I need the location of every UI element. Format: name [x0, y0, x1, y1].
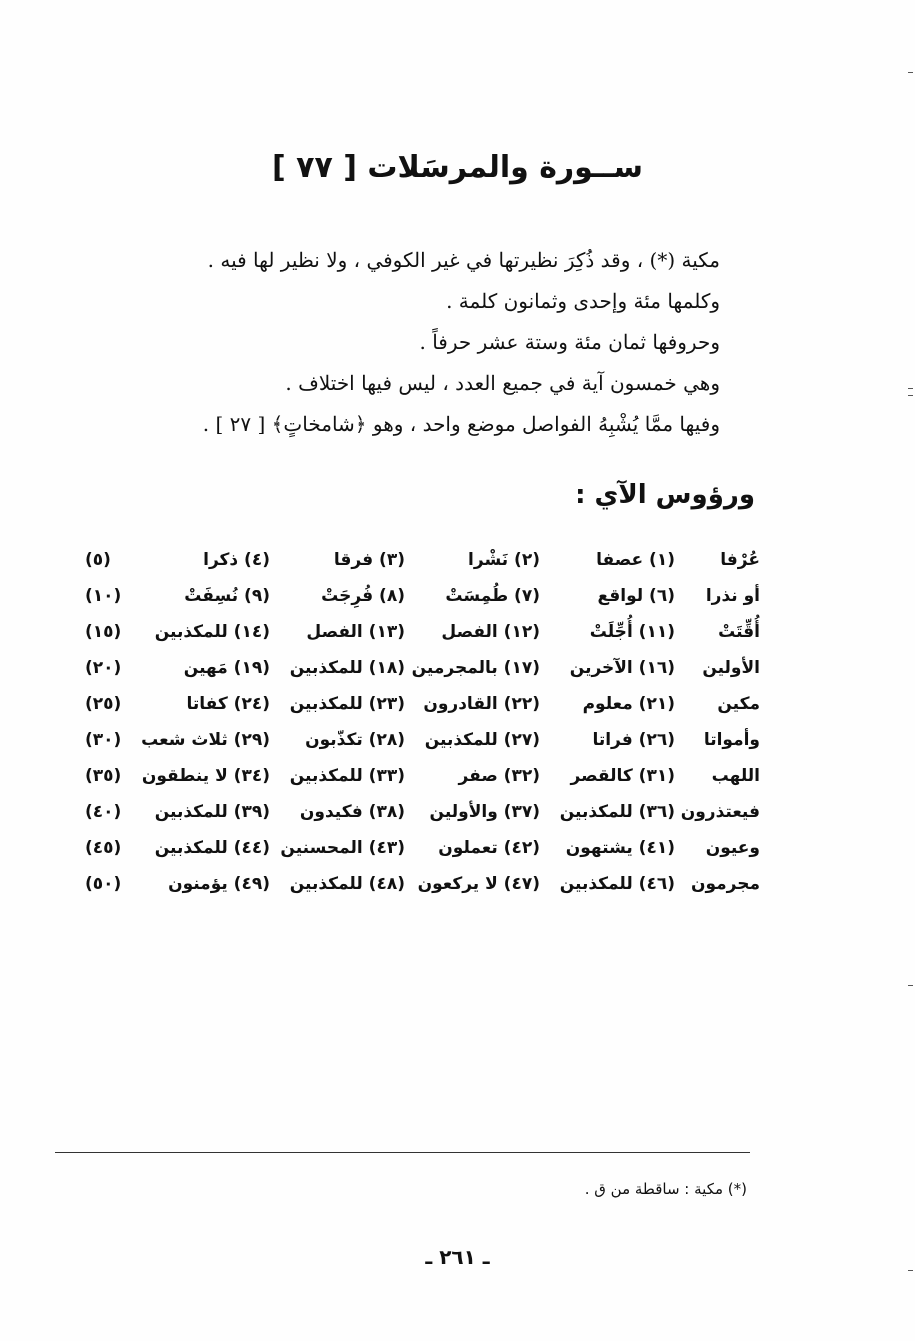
verse-cell: (٣) فرقا — [333, 550, 405, 570]
intro-line: وهي خمسون آية في جميع العدد ، ليس فيها اختلاف . — [285, 371, 720, 395]
verse-cell: (٤٧) لا يركعون — [417, 874, 540, 894]
verse-cell: (١١) أُجِّلَتْ — [589, 622, 675, 642]
verse-row-end-number: (١٥) — [85, 622, 122, 642]
verse-cell: وأمواتا — [703, 730, 760, 750]
edge-mark — [908, 395, 913, 396]
verse-row — [60, 542, 760, 578]
verse-cell: (١٦) الآخرين — [569, 658, 675, 678]
verse-cell: (٦) لواقع — [597, 586, 675, 606]
verse-cell: (٤٦) للمكذبين — [559, 874, 675, 894]
verse-row — [60, 794, 760, 830]
verse-cell: (٣٦) للمكذبين — [559, 802, 675, 822]
verse-cell: فيعتذرون — [680, 802, 760, 822]
verse-row-end-number: (٥) — [85, 550, 111, 570]
verse-heads-heading: ورؤوس الآي : — [575, 480, 755, 510]
verse-cell: (٣٣) للمكذبين — [289, 766, 405, 786]
intro-line: مكية (*) ، وقد ذُكِرَ نظيرتها في غير الكوفي ، ولا نظير لها فيه . — [207, 248, 720, 272]
verse-row-end-number: (٤٠) — [85, 802, 122, 822]
verse-cell: (٢٩) ثلاث شعب — [141, 730, 270, 750]
verse-cell: (٧) طُمِسَتْ — [445, 586, 540, 606]
verse-cell: (٤٤) للمكذبين — [154, 838, 270, 858]
verse-row — [60, 722, 760, 758]
verse-cell: (٣١) كالقصر — [570, 766, 675, 786]
verse-row-end-number: (٢٥) — [85, 694, 122, 714]
verse-cell: (٢٢) القادرون — [423, 694, 540, 714]
verse-cell: مجرمون — [690, 874, 760, 894]
verse-cell: (١٩) مَهين — [183, 658, 270, 678]
verse-cell: (٢٤) كفاتا — [186, 694, 270, 714]
verse-cell: (٢٨) تكذّبون — [305, 730, 405, 750]
edge-mark — [908, 72, 913, 73]
verse-cell: (٨) فُرِجَتْ — [321, 586, 405, 606]
verse-cell: (٤٩) يؤمنون — [168, 874, 270, 894]
verse-row — [60, 650, 760, 686]
intro-line: وكلمها مئة وإحدى وثمانون كلمة . — [446, 289, 720, 313]
footnote: (*) مكية : ساقطة من ق . — [584, 1180, 747, 1198]
verse-row-end-number: (٢٠) — [85, 658, 122, 678]
verse-cell: (٣٤) لا ينطقون — [141, 766, 270, 786]
verse-cell: (٢٣) للمكذبين — [289, 694, 405, 714]
edge-mark — [908, 1270, 913, 1271]
verse-cell: (١) عصفا — [596, 550, 675, 570]
verse-row-end-number: (٤٥) — [85, 838, 122, 858]
verse-cell: أُقِّتَتْ — [718, 622, 760, 642]
intro-line: وحروفها ثمان مئة وستة عشر حرفاً . — [419, 330, 720, 354]
verse-cell: (٢١) معلوم — [582, 694, 675, 714]
verse-cell: مكين — [717, 694, 760, 714]
verse-cell: (٢٧) للمكذبين — [424, 730, 540, 750]
verse-row — [60, 830, 760, 866]
verse-cell: (٤٨) للمكذبين — [289, 874, 405, 894]
verse-row — [60, 866, 760, 902]
verse-cell: (٤٣) المحسنين — [280, 838, 405, 858]
verse-row — [60, 614, 760, 650]
verse-cell: (٣٧) والأولين — [429, 802, 540, 822]
verse-cell: (١٨) للمكذبين — [289, 658, 405, 678]
verse-cell: (٣٨) فكيدون — [299, 802, 405, 822]
verse-row-end-number: (٣٠) — [85, 730, 122, 750]
verse-cell: (٤٢) تعملون — [438, 838, 540, 858]
verse-cell: عُرْفا — [720, 550, 760, 570]
verse-cell: (٢٦) فراتا — [592, 730, 675, 750]
verse-cell: (٣٩) للمكذبين — [154, 802, 270, 822]
footnote-divider — [55, 1152, 750, 1153]
verse-cell: (٢) نَشْرا — [468, 550, 540, 570]
intro-paragraph — [180, 240, 720, 445]
verse-heads-table — [60, 542, 760, 902]
page-number: ـ ٢٦١ ـ — [425, 1245, 490, 1269]
verse-row-end-number: (١٠) — [85, 586, 122, 606]
verse-cell: اللهب — [711, 766, 760, 786]
verse-row — [60, 578, 760, 614]
verse-cell: وعيون — [705, 838, 760, 858]
verse-cell: (١٧) بالمجرمين — [411, 658, 540, 678]
edge-mark — [908, 985, 913, 986]
verse-cell: (١٤) للمكذبين — [154, 622, 270, 642]
verse-row-end-number: (٥٠) — [85, 874, 122, 894]
verse-row — [60, 686, 760, 722]
verse-cell: (٩) نُسِفَتْ — [184, 586, 270, 606]
verse-cell: (٣٢) صفر — [458, 766, 540, 786]
verse-cell: الأولين — [702, 658, 760, 678]
verse-cell: (١٣) الفصل — [306, 622, 405, 642]
intro-line: وفيها ممَّا يُشْبِهُ الفواصل موضع واحد ، وهو ﴿شامخاتٍ﴾ [ ٢٧ ] . — [202, 412, 720, 436]
verse-row-end-number: (٣٥) — [85, 766, 122, 786]
verse-cell: (٤) ذكرا — [203, 550, 270, 570]
verse-row — [60, 758, 760, 794]
surah-title: ســورة والمرسَلات [ ٧٧ ] — [271, 150, 644, 185]
verse-cell: (١٢) الفصل — [441, 622, 540, 642]
edge-mark — [908, 388, 913, 389]
verse-cell: (٤١) يشتهون — [565, 838, 675, 858]
verse-cell: أو نذرا — [705, 586, 760, 606]
